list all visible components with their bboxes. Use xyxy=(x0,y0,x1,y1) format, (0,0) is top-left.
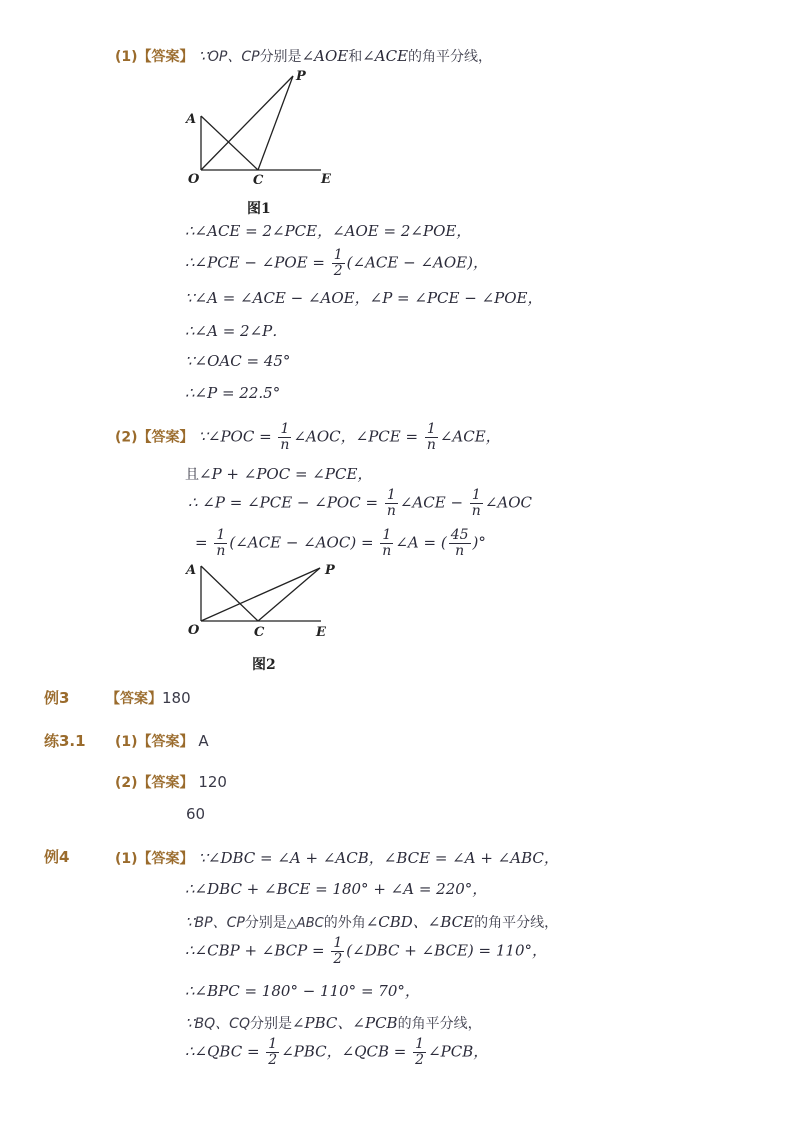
fig2-label-c: C xyxy=(254,625,265,640)
fig1-label-p: P xyxy=(296,69,306,84)
ex4-line6-segments: BQ、CQ xyxy=(194,1016,250,1032)
q2-line1-a: ∵∠POC = xyxy=(198,427,277,446)
fig2-label-p: P xyxy=(325,563,335,578)
fraction-den: 2 xyxy=(268,1051,278,1068)
q1-line2-a: ∴∠PCE − ∠POE = xyxy=(185,253,330,272)
fraction-den: n xyxy=(426,436,436,453)
ex4-line6-text: 分别是 xyxy=(249,1016,292,1032)
q2-line3 xyxy=(188,488,532,518)
fig1-caption: 图1 xyxy=(247,201,271,217)
part-tag: (2) xyxy=(115,775,138,791)
q2-line2 xyxy=(185,463,372,484)
ex4-line4-a: ∴∠CBP + ∠BCP = xyxy=(185,941,330,960)
q2-line1-c: ∠ACE， xyxy=(439,427,501,446)
q1-line3: ∵∠A = ∠ACE − ∠AOE，∠P = ∠PCE − ∠POE， xyxy=(185,289,543,307)
fig1-label-e: E xyxy=(321,172,331,187)
q2-line4-d: )° xyxy=(472,533,486,552)
fraction-num: 1 xyxy=(382,527,392,543)
figure-1 xyxy=(180,66,350,192)
fraction-num: 1 xyxy=(216,527,226,543)
ex31-title: 练3.1 xyxy=(44,732,86,750)
because-symbol: ∵ xyxy=(185,1014,195,1032)
ex4-line3-tail: 的角平分线， xyxy=(474,915,559,931)
fraction-den: 2 xyxy=(333,262,343,279)
q1-header xyxy=(115,46,492,66)
ex4-line3-triangle: △ABC xyxy=(286,916,324,931)
fraction xyxy=(413,1037,426,1067)
q1-line0-text: 分别是 xyxy=(259,49,302,65)
fraction xyxy=(470,488,483,518)
answer-label: 【答案】 xyxy=(137,49,194,65)
q1-line2-b: (∠ACE − ∠AOE)， xyxy=(346,253,488,272)
q2-line3-a: ∴ ∠P = ∠PCE − ∠POC = xyxy=(188,493,383,512)
fraction-den: 2 xyxy=(333,950,343,967)
ex3-title: 例3 xyxy=(44,689,70,707)
ex4-line3-segments: BP、CP xyxy=(194,915,245,931)
fig2-label-o: O xyxy=(188,623,200,638)
ex4-line7-a: ∴∠QBC = xyxy=(185,1042,265,1061)
ex4-line7-c: ∠PCB， xyxy=(428,1042,489,1061)
part-tag: (1) xyxy=(115,851,138,867)
q1-line5: ∵∠OAC = 45° xyxy=(185,352,291,370)
ex4-line7-b: ∠PBC，∠QCB = xyxy=(281,1042,412,1061)
ex4-line1-text: ∵∠DBC = ∠A + ∠ACB，∠BCE = ∠A + ∠ABC， xyxy=(198,849,559,867)
ex31-p2-answer1: 120 xyxy=(198,773,227,791)
ex3-answer-row xyxy=(106,688,191,708)
q1-line6: ∴∠P = 22.5° xyxy=(185,384,281,402)
fraction xyxy=(214,528,227,558)
q2-line2-b: ∠P + ∠POC = ∠PCE， xyxy=(199,465,373,483)
ex4-line3-text: 分别是 xyxy=(244,915,287,931)
ex4-line3 xyxy=(185,911,558,932)
part-tag: (1) xyxy=(115,49,138,65)
q2-line4-b: (∠ACE − ∠AOC) = xyxy=(229,533,379,552)
answer-label: 【答案】 xyxy=(106,691,162,707)
because-symbol: ∵ xyxy=(198,47,208,65)
fraction-num: 1 xyxy=(426,421,436,437)
q1-line0-and: 和 xyxy=(348,49,363,65)
figure-2 xyxy=(180,558,350,644)
part-tag: (2) xyxy=(115,429,138,446)
answer-label: 【答案】 xyxy=(137,429,194,446)
fraction-den: n xyxy=(280,436,290,453)
fraction-num: 1 xyxy=(386,487,396,503)
fraction-den: n xyxy=(455,542,465,559)
ex31-p2-answer2: 60 xyxy=(186,805,206,823)
fraction-num: 1 xyxy=(268,1036,278,1052)
fraction-den: n xyxy=(386,502,396,519)
ex4-title: 例4 xyxy=(44,848,70,866)
q1-line0-tail: 的角平分线， xyxy=(408,49,493,65)
q1-line0-segments: OP、CP xyxy=(207,49,260,65)
fraction-num: 1 xyxy=(333,247,343,263)
q2-line4 xyxy=(195,528,486,558)
fraction xyxy=(266,1037,279,1067)
q1-line2 xyxy=(185,248,488,278)
fig1-label-o: O xyxy=(188,172,200,187)
fig1-label-c: C xyxy=(253,173,264,188)
ex4-line6-tail: 的角平分线， xyxy=(397,1016,482,1032)
part-tag: (1) xyxy=(115,734,138,750)
fig2-caption: 图2 xyxy=(252,657,276,673)
q1-line0-angle1: ∠AOE xyxy=(301,47,349,65)
q2-line1-b: ∠AOC，∠PCE = xyxy=(293,427,423,446)
fraction-den: n xyxy=(382,542,392,559)
q2-line3-c: ∠AOC xyxy=(484,493,532,512)
fraction xyxy=(331,936,344,966)
fraction-num: 45 xyxy=(450,527,469,543)
ex4-line1 xyxy=(115,847,559,868)
fig1-label-a: A xyxy=(186,112,197,127)
answer-label: 【答案】 xyxy=(137,734,194,750)
fraction-num: 1 xyxy=(471,487,481,503)
ex4-line6-angles: ∠PBC、∠PCB xyxy=(291,1014,398,1032)
q2-line4-c: ∠A = ( xyxy=(395,533,447,552)
ex4-line7 xyxy=(185,1037,488,1067)
fraction xyxy=(380,528,393,558)
q2-line2-a: 且 xyxy=(185,467,199,483)
fraction xyxy=(332,248,345,278)
answer-label: 【答案】 xyxy=(137,851,194,867)
ex31-p2-row xyxy=(115,772,227,792)
ex4-line4-b: (∠DBC + ∠BCE) = 110°， xyxy=(346,941,547,960)
q2-line4-a: = xyxy=(195,533,213,552)
fraction xyxy=(425,422,438,452)
ex4-line6 xyxy=(185,1012,482,1033)
fraction xyxy=(385,488,398,518)
ex4-line3-angles: ∠CBD、∠BCE xyxy=(365,913,475,931)
q1-line4: ∴∠A = 2∠P． xyxy=(185,322,288,340)
ex4-line2: ∴∠DBC + ∠BCE = 180° + ∠A = 220°， xyxy=(185,880,488,898)
fig2-label-e: E xyxy=(316,625,326,640)
q1-line1: ∴∠ACE = 2∠PCE，∠AOE = 2∠POE， xyxy=(185,222,472,240)
fraction-den: 2 xyxy=(415,1051,425,1068)
fig2-label-a: A xyxy=(186,563,197,578)
fraction-den: n xyxy=(471,502,481,519)
fraction-den: n xyxy=(216,542,226,559)
ex4-line5: ∴∠BPC = 180° − 110° = 70°， xyxy=(185,982,420,1000)
ex4-line4 xyxy=(185,936,547,966)
ex4-line3-text2: 的外角 xyxy=(323,915,366,931)
q1-line0-angle2: ∠ACE xyxy=(362,47,409,65)
fraction-num: 1 xyxy=(280,421,290,437)
because-symbol: ∵ xyxy=(185,913,195,931)
fraction xyxy=(278,422,291,452)
fraction-num: 1 xyxy=(415,1036,425,1052)
q2-line3-b: ∠ACE − xyxy=(399,493,468,512)
fraction-num: 1 xyxy=(333,935,343,951)
ex31-p1-answer: A xyxy=(198,732,209,750)
fraction xyxy=(449,528,471,558)
q2-line1 xyxy=(115,422,501,452)
ex3-answer: 180 xyxy=(162,689,191,707)
answer-label: 【答案】 xyxy=(137,775,194,791)
ex31-p1-row xyxy=(115,731,209,751)
